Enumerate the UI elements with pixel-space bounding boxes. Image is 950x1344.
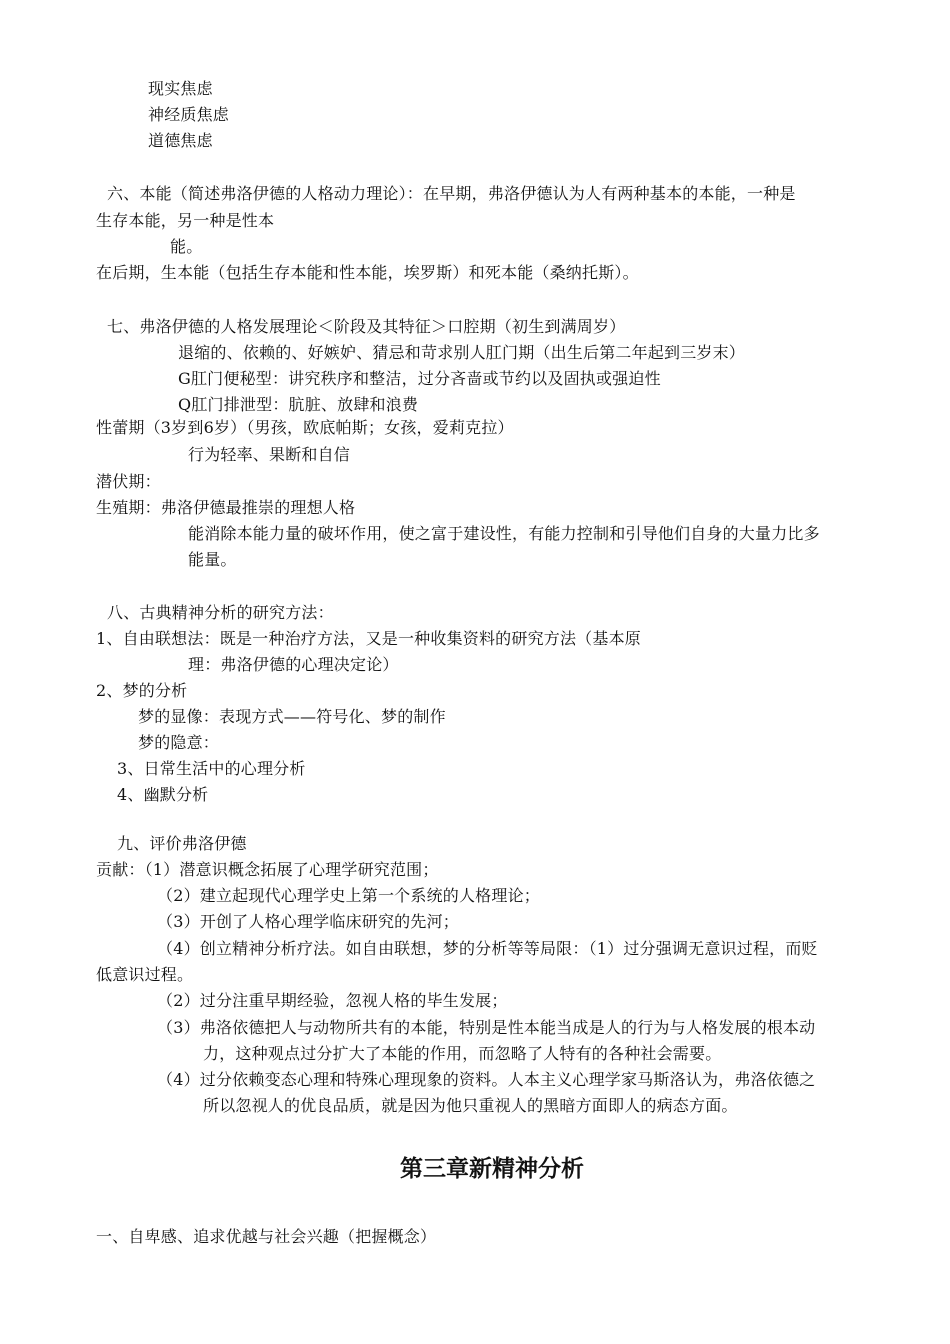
section-7-text: 退缩的、依赖的、好嫉妒、猜忌和苛求别人肛门期（出生后第二年起到三岁末） bbox=[178, 343, 746, 362]
section-8-subitem: 梦的隐意： bbox=[138, 733, 220, 752]
section-8-item: 理：弗洛伊德的心理决定论） bbox=[188, 655, 399, 674]
anxiety-neurotic: 神经质焦虑 bbox=[148, 105, 230, 124]
section-8-item: 4、幽默分析 bbox=[117, 785, 209, 804]
chapter-3-section-1: 一、自卑感、追求优越与社会兴趣（把握概念） bbox=[96, 1227, 437, 1246]
anxiety-real: 现实焦虑 bbox=[148, 79, 213, 98]
section-9-item: 低意识过程。 bbox=[96, 965, 194, 984]
section-7-text: 性蕾期（3岁到6岁）（男孩，欧底帕斯；女孩，爱莉克拉） bbox=[96, 418, 514, 437]
section-7-text: 生殖期：弗洛伊德最推崇的理想人格 bbox=[96, 498, 356, 517]
section-6-text: 在后期，生本能（包括生存本能和性本能，埃罗斯）和死本能（桑纳托斯）。 bbox=[96, 263, 639, 282]
section-8-subitem: 梦的显像：表现方式——符号化、梦的制作 bbox=[138, 707, 446, 726]
section-8-item: 2、梦的分析 bbox=[96, 681, 188, 700]
section-9-item: （4）创立精神分析疗法。如自由联想，梦的分析等等局限：（1）过分强调无意识过程，而贬 bbox=[157, 939, 818, 958]
section-9-item: （3）弗洛依德把人与动物所共有的本能，特别是性本能当成是人的行为与人格发展的根本动 bbox=[157, 1018, 816, 1037]
section-8-heading: 八、古典精神分析的研究方法： bbox=[107, 603, 334, 622]
section-7-text: 能消除本能力量的破坏作用，使之富于建设性，有能力控制和引导他们自身的大量力比多 bbox=[188, 524, 820, 543]
section-6-heading: 六、本能（简述弗洛伊德的人格动力理论）：在早期，弗洛伊德认为人有两种基本的本能，一种是 bbox=[107, 184, 796, 203]
section-7-text: 潜伏期： bbox=[96, 472, 161, 491]
section-9-item: 贡献：（1）潜意识概念拓展了心理学研究范围； bbox=[96, 860, 439, 879]
section-7-text: G肛门便秘型：讲究秩序和整洁，过分吝啬或节约以及固执或强迫性 bbox=[178, 369, 661, 388]
section-8-item: 1、自由联想法：既是一种治疗方法，又是一种收集资料的研究方法（基本原 bbox=[96, 629, 641, 648]
chapter-title: 第三章新精神分析 bbox=[400, 1156, 584, 1182]
section-9-heading: 九、评价弗洛伊德 bbox=[117, 834, 247, 853]
anxiety-moral: 道德焦虑 bbox=[148, 131, 213, 150]
section-9-item: 所以忽视人的优良品质，就是因为他只重视人的黑暗方面即人的病态方面。 bbox=[203, 1096, 738, 1115]
section-7-text: 能量。 bbox=[188, 550, 237, 569]
section-9-item: （4）过分依赖变态心理和特殊心理现象的资料。人本主义心理学家马斯洛认为，弗洛依德之 bbox=[157, 1070, 816, 1089]
section-9-item: 力，这种观点过分扩大了本能的作用，而忽略了人特有的各种社会需要。 bbox=[203, 1044, 722, 1063]
section-6-text: 能。 bbox=[170, 237, 203, 256]
section-6-text: 生存本能，另一种是性本 bbox=[96, 211, 275, 230]
section-9-item: （3）开创了人格心理学临床研究的先河； bbox=[157, 912, 459, 931]
section-7-text: 行为轻率、果断和自信 bbox=[188, 445, 351, 464]
section-7-heading: 七、弗洛伊德的人格发展理论＜阶段及其特征＞口腔期（初生到满周岁） bbox=[107, 317, 626, 336]
section-8-item: 3、日常生活中的心理分析 bbox=[117, 759, 306, 778]
section-9-item: （2）建立起现代心理学史上第一个系统的人格理论； bbox=[157, 886, 540, 905]
section-9-item: （2）过分注重早期经验，忽视人格的毕生发展； bbox=[157, 991, 508, 1010]
section-7-text: Q肛门排泄型：肮脏、放肆和浪费 bbox=[178, 395, 419, 414]
